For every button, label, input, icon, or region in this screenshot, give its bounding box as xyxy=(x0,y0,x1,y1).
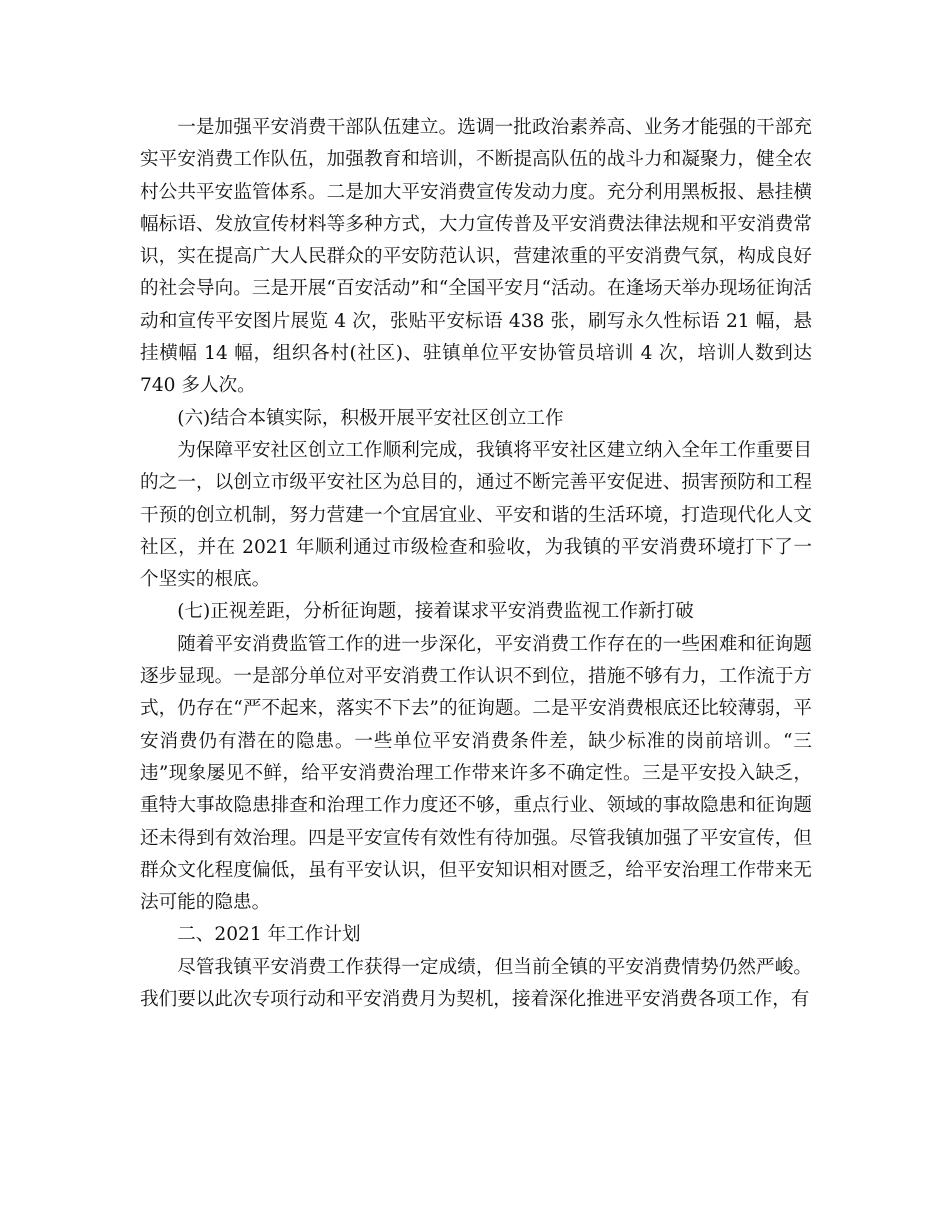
document-page xyxy=(140,112,812,1016)
section-heading-plan: 二、2021 年工作计划 xyxy=(177,924,361,946)
paragraph-plan-intro: 尽管我镇平安消费工作获得一定成绩，但当前全镇的平安消费情势仍然严峻。我们要以此次专项行动和平安消费月为契机，接着深化推进平安消费各项工作，有 xyxy=(140,956,812,1011)
paragraph-staff-building: 一是加强平安消费干部队伍建立。选调一批政治素养高、业务才能强的干部充实平安消费工作队伍，加强教育和培训，不断提高队伍的战斗力和凝聚力，健全农村公共平安监管体系。二是加大平安消费宣传发动力度。充分利用黑板报、悬挂横幅标语、发放宣传材料等多种方式，大力宣传普及平安消费法律法规和平安消费常识，实在提高广大人民群众的平安防范认识，营建浓重的平安消费气氛，构成良好的社会导向。三是开展“百安活动”和“全国平安月“活动。在逢场天举办现场征询活动和宣传平安图片展览 4 次，张贴平安标语 438 张，刷写永久性标语 21 幅，悬挂横幅 14 幅，组织各村(社区)、驻镇单位平安协管员培训 4 次，培训人数到达 740 多人次。 xyxy=(140,117,812,397)
section-heading-7: (七)正视差距，分析征询题，接着谋求平安消费监视工作新打破 xyxy=(177,601,694,623)
section-heading-6: (六)结合本镇实际，积极开展平安社区创立工作 xyxy=(177,407,564,429)
paragraph-safe-community: 为保障平安社区创立工作顺利完成，我镇将平安社区建立纳入全年工作重要目的之一，以创立市级平安社区为总目的，通过不断完善平安促进、损害预防和工程干预的创立机制，努力营建一个宜居宜业、平安和谐的生活环境，打造现代化人文社区，并在 2021 年顺利通过市级检查和验收，为我镇的平安消费环境打下了一个坚实的根底。 xyxy=(140,439,812,591)
paragraph-problems: 随着平安消费监管工作的进一步深化，平安消费工作存在的一些困难和征询题逐步显现。一是部分单位对平安消费工作认识不到位，措施不够有力，工作流于方式，仍存在“严不起来，落实不下去”的征询题。二是平安消费根底还比较薄弱，平安消费仍有潜在的隐患。一些单位平安消费条件差，缺少标准的岗前培训。“三违”现象屡见不鲜，给平安消费治理工作带来许多不确定性。三是平安投入缺乏，重特大事故隐患排查和治理工作力度还不够，重点行业、领域的事故隐患和征询题还未得到有效治理。四是平安宣传有效性有待加强。尽管我镇加强了平安宣传，但群众文化程度偏低，虽有平安认识，但平安知识相对匮乏，给平安治理工作带来无法可能的隐患。 xyxy=(140,633,812,914)
